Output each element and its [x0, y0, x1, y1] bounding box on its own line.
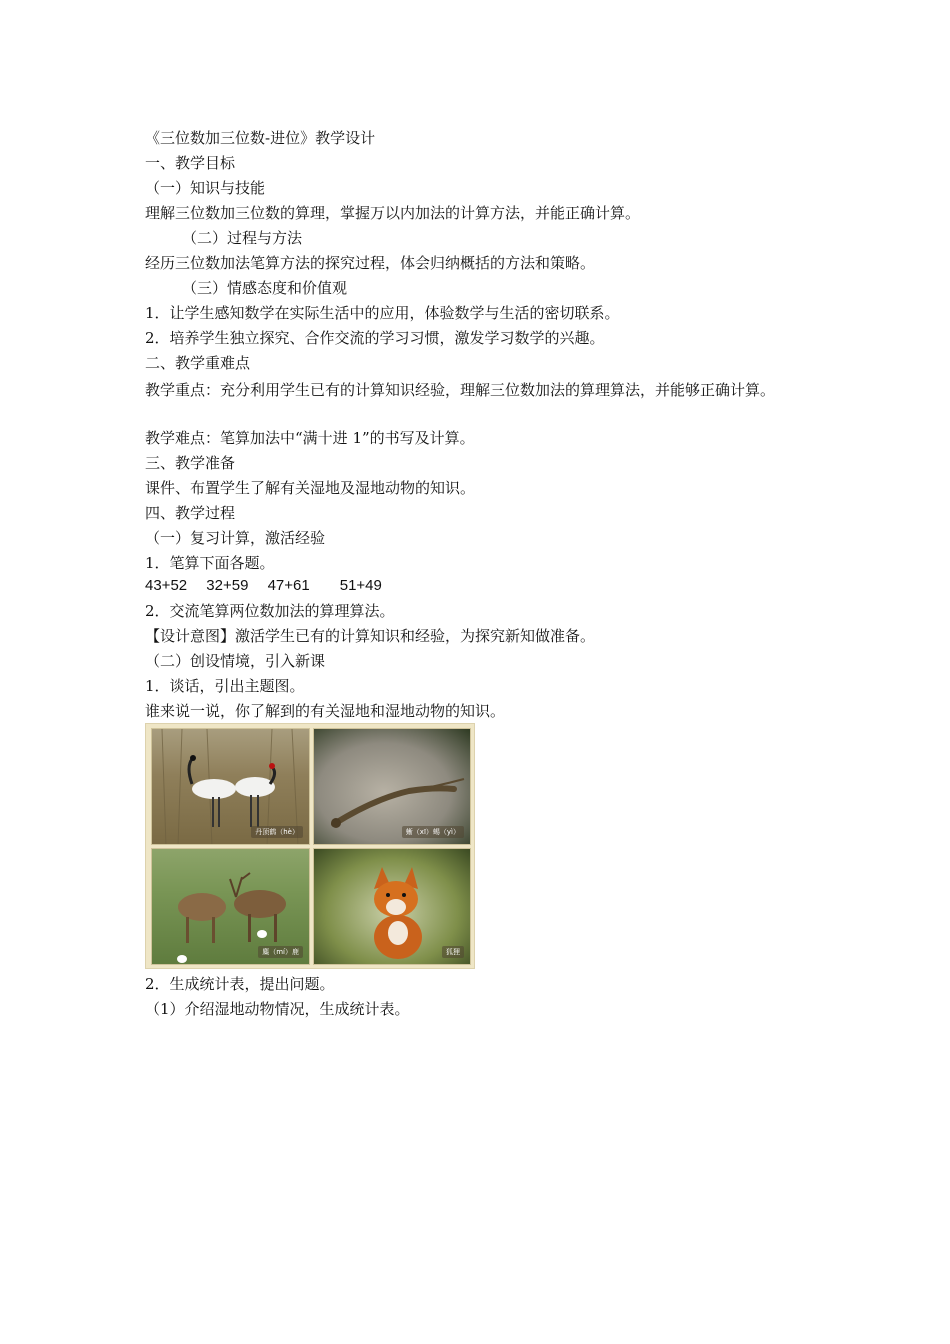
list-item: （1）介绍湿地动物情况，生成统计表。 [145, 1000, 410, 1018]
section-heading-process: 四、教学过程 [145, 504, 236, 522]
paragraph: 谁来说一说，你了解到的有关湿地和湿地动物的知识。 [145, 702, 506, 720]
exercise-expressions: 43+52 32+59 47+61 51+49 [145, 577, 382, 594]
figure-caption: 蜥（xī）蜴（yì） [402, 826, 464, 838]
section-heading-key-points: 二、教学重难点 [145, 354, 251, 372]
subsection-heading: （三）情感态度和价值观 [182, 279, 348, 297]
subsection-heading: （二）创设情境，引入新课 [145, 652, 326, 670]
list-item: 1．笔算下面各题。 [145, 554, 275, 572]
list-item: 2．生成统计表，提出问题。 [145, 975, 335, 993]
design-intent-note: 【设计意图】激活学生已有的计算知识和经验，为探究新知做准备。 [145, 627, 596, 645]
list-item: 2．培养学生独立探究、合作交流的学习习惯，激发学习数学的兴趣。 [145, 329, 605, 347]
paragraph: 理解三位数加三位数的算理，掌握万以内加法的计算方法，并能正确计算。 [145, 204, 641, 222]
list-item: 1．让学生感知数学在实际生活中的应用，体验数学与生活的密切联系。 [145, 304, 620, 322]
subsection-heading: （一）复习计算，激活经验 [145, 529, 326, 547]
list-item: 1．谈话，引出主题图。 [145, 677, 305, 695]
section-heading-preparation: 三、教学准备 [145, 454, 236, 472]
lizard-photo [313, 728, 471, 845]
milu-deer-photo [151, 848, 310, 965]
paragraph: 教学难点：笔算加法中“满十进 1”的书写及计算。 [145, 429, 475, 447]
list-item: 2．交流笔算两位数加法的算理算法。 [145, 602, 395, 620]
paragraph: 教学重点：充分利用学生已有的计算知识经验，理解三位数加法的算理算法，并能够正确计算。 [145, 381, 776, 399]
fox-photo [313, 848, 471, 965]
crane-photo [151, 728, 310, 845]
document-title: 《三位数加三位数-进位》教学设计 [145, 129, 376, 147]
subsection-heading: （一）知识与技能 [145, 179, 266, 197]
subsection-heading: （二）过程与方法 [182, 229, 303, 247]
paragraph: 课件、布置学生了解有关湿地及湿地动物的知识。 [145, 479, 476, 497]
wetland-animals-figure [145, 723, 475, 969]
section-heading-objectives: 一、教学目标 [145, 154, 236, 172]
figure-caption: 丹顶鹤（hè） [251, 826, 303, 838]
figure-caption: 狐狸 [442, 946, 464, 958]
figure-caption: 麋（mí）鹿 [258, 946, 303, 958]
paragraph: 经历三位数加法笔算方法的探究过程，体会归纳概括的方法和策略。 [145, 254, 596, 272]
